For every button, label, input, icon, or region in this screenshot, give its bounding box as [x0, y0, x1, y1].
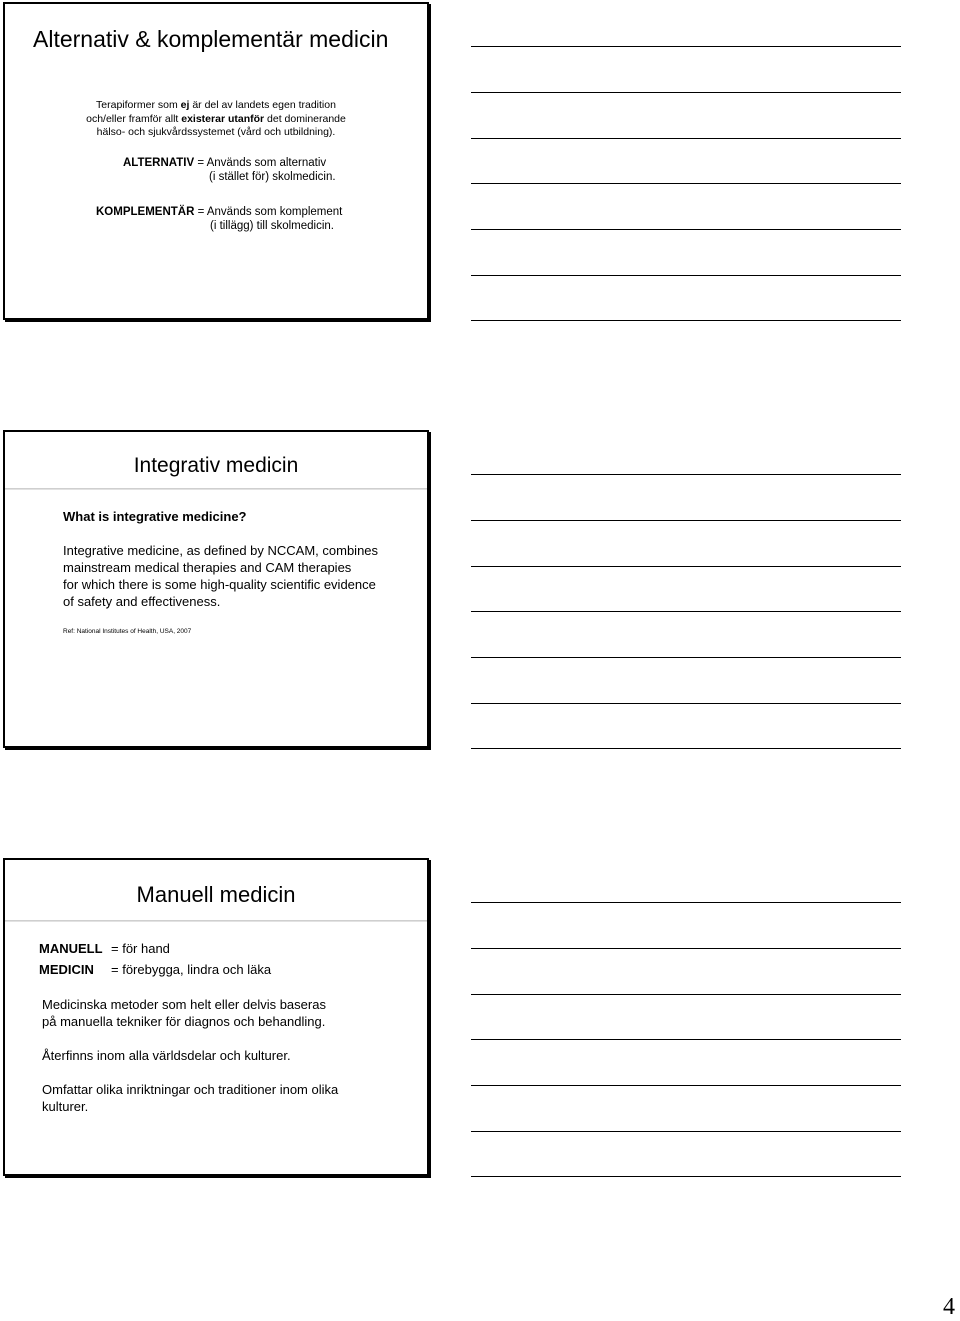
definition-paragraph: [5, 99, 427, 140]
text-line: på manuella tekniker för diagnos och behandling.: [42, 1014, 326, 1029]
note-line: [471, 566, 901, 567]
term-komplementar: KOMPLEMENTÄR: [96, 206, 195, 218]
text-segment: är del av landets egen tradition: [189, 99, 336, 111]
page-number: 4: [943, 1294, 955, 1320]
definition-text: = förebygga, lindra och läka: [111, 962, 272, 977]
emphasis-existerar-utanfor: existerar utanför: [181, 112, 265, 125]
definition-text: (i tillägg) till skolmedicin.: [210, 220, 334, 232]
note-line: [471, 183, 901, 184]
note-line: [471, 520, 901, 521]
paragraph-traditions: [42, 1081, 422, 1115]
slide-integrativ-medicin: [3, 430, 429, 748]
note-line: [471, 1085, 901, 1086]
note-line: [471, 229, 901, 230]
slide-alternativ-komplementar: [3, 2, 429, 320]
definition-manuell: [39, 941, 170, 956]
note-line: [471, 611, 901, 612]
term-manuell: MANUELL: [39, 941, 103, 956]
paragraph-methods: [42, 996, 422, 1030]
definition-text: = för hand: [111, 941, 170, 956]
slide-title: Integrativ medicin: [133, 454, 299, 477]
text-line: for which there is some high-quality scientific evidence: [63, 577, 376, 592]
emphasis-ej: ej: [180, 99, 190, 111]
text-segment: det dominerande: [264, 112, 346, 125]
slide-title: Manuell medicin: [136, 882, 296, 907]
text-segment: och/eller framför allt: [86, 112, 182, 125]
definition-text: = Används som alternativ: [194, 157, 327, 169]
note-line: [471, 46, 901, 47]
note-line: [471, 948, 901, 949]
note-line: [471, 1176, 901, 1177]
term-medicin: MEDICIN: [39, 962, 94, 977]
note-line: [471, 320, 901, 321]
note-line: [471, 1039, 901, 1040]
text-line: Medicinska metoder som helt eller delvis baseras: [42, 997, 326, 1012]
text-line: Omfattar olika inriktningar och traditioner inom olika: [42, 1082, 339, 1097]
definition-text: = Används som komplement: [194, 206, 343, 218]
text-line: kulturer.: [42, 1099, 89, 1114]
text-line: Integrative medicine, as defined by NCCAM, combines: [63, 543, 379, 558]
term-alternativ: ALTERNATIV: [123, 157, 195, 169]
definition-paragraph: [63, 542, 425, 610]
note-line: [471, 474, 901, 475]
text-segment: hälso- och sjukvårdssystemet (vård och utbildning).: [96, 126, 336, 138]
definition-text: (i stället för) skolmedicin.: [209, 171, 336, 183]
text-line: mainstream medical therapies and CAM therapies: [63, 560, 352, 575]
note-line: [471, 657, 901, 658]
definition-medicin: [39, 962, 271, 977]
title-divider: [5, 920, 427, 922]
note-line: [471, 703, 901, 704]
komplementar-definition: [96, 205, 342, 233]
note-line: [471, 1131, 901, 1132]
reference-note: Ref: National Institutes of Health, USA, 2007: [63, 628, 192, 635]
note-line: [471, 92, 901, 93]
note-line: [471, 994, 901, 995]
text-line: of safety and effectiveness.: [63, 594, 221, 609]
note-line: [471, 748, 901, 749]
text-segment: Terapiformer som: [96, 99, 181, 111]
note-line: [471, 275, 901, 276]
title-divider: [5, 488, 427, 490]
note-line: [471, 138, 901, 139]
alternativ-definition: [123, 156, 336, 184]
slide-manuell-medicin: [3, 858, 429, 1176]
slide-title: Alternativ & komplementär medicin: [33, 26, 389, 52]
paragraph-worldwide: Återfinns inom alla världsdelar och kulturer.: [42, 1048, 291, 1063]
note-line: [471, 902, 901, 903]
question-heading: What is integrative medicine?: [63, 509, 247, 524]
